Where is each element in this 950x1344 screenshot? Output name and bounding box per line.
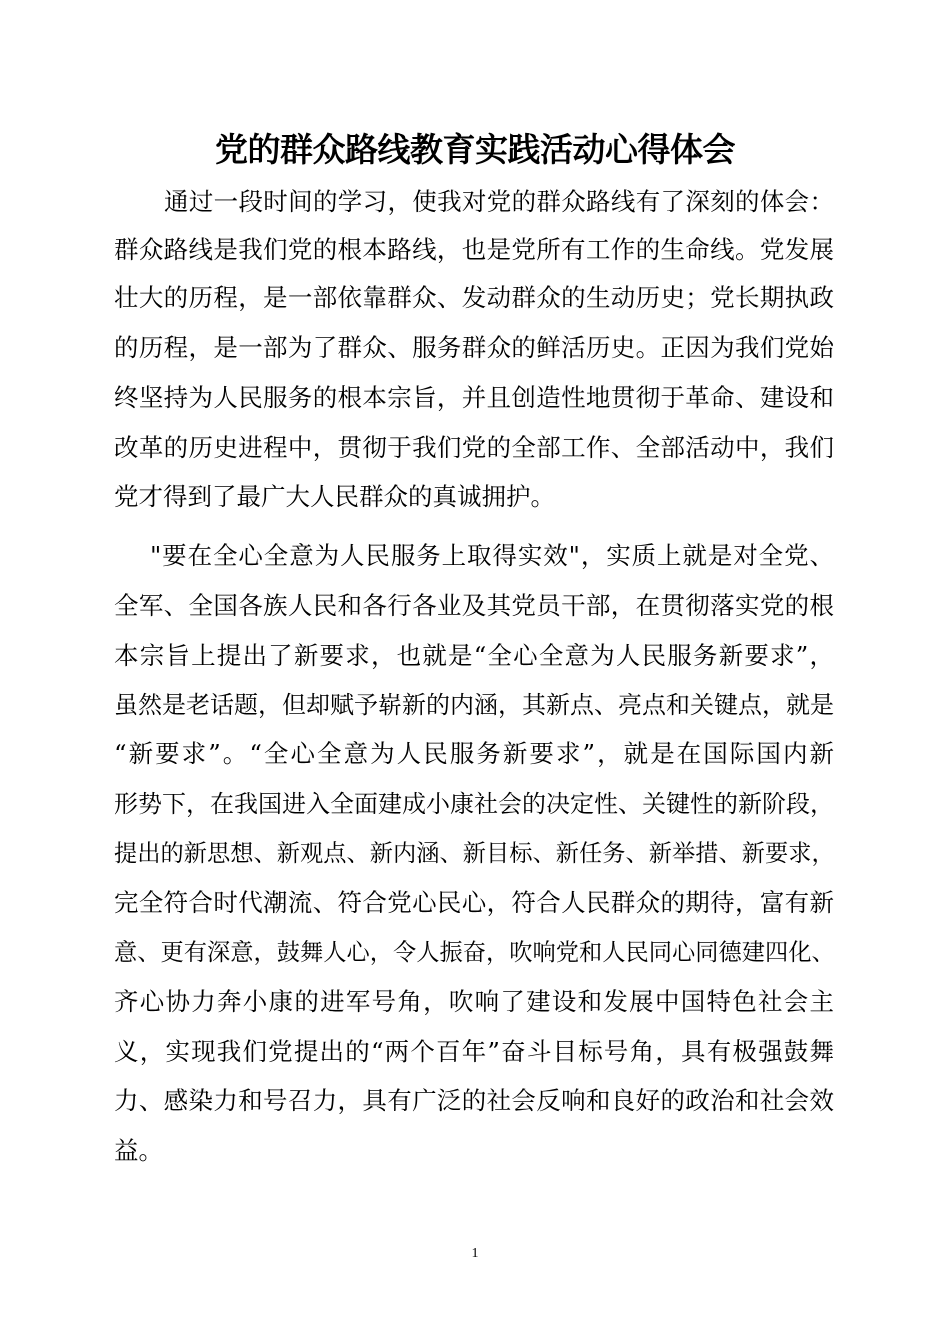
- paragraph-line: 形势下，在我国进入全面建成小康社会的决定性、关键性的新阶段，: [114, 790, 834, 818]
- paragraph-line: 义，实现我们党提出的“两个百年”奋斗目标号角，具有极强鼓舞: [114, 1037, 834, 1066]
- paragraph-line: 党才得到了最广大人民群众的真诚拥护。: [114, 482, 555, 511]
- paragraph-line: 通过一段时间的学习，使我对党的群众路线有了深刻的体会：: [164, 187, 834, 216]
- paragraph-line: “新要求”。“全心全意为人民服务新要求”，就是在国际国内新: [114, 739, 834, 768]
- paragraph-line: 本宗旨上提出了新要求，也就是“全心全意为人民服务新要求”，: [114, 641, 834, 670]
- paragraph-line: 虽然是老话题，但却赋予崭新的内涵，其新点、亮点和关键点，就是: [114, 691, 834, 719]
- paragraph-line: 终坚持为人民服务的根本宗旨，并且创造性地贯彻于革命、建设和: [114, 383, 834, 412]
- paragraph-line: 提出的新思想、新观点、新内涵、新目标、新任务、新举措、新要求，: [114, 840, 835, 867]
- paragraph-line: 改革的历史进程中，贯彻于我们党的全部工作、全部活动中，我们: [114, 433, 834, 462]
- paragraph-line: 壮大的历程，是一部依靠群众、发动群众的生动历史；党长期执政: [114, 283, 834, 312]
- paragraph-line: 力、感染力和号召力，具有广泛的社会反响和良好的政治和社会效: [114, 1086, 834, 1115]
- paragraph-line: 全军、全国各族人民和各行各业及其党员干部，在贯彻落实党的根: [114, 591, 834, 620]
- paragraph-line: 完全符合时代潮流、符合党心民心，符合人民群众的期待，富有新: [114, 888, 834, 917]
- paragraph-line: 的历程，是一部为了群众、服务群众的鲜活历史。正因为我们党始: [114, 333, 834, 362]
- paragraph-line: 意、更有深意，鼓舞人心，令人振奋，吹响党和人民同心同德建四化、: [114, 939, 835, 966]
- paragraph-line: 齐心协力奔小康的进军号角，吹响了建设和发展中国特色社会主: [114, 987, 834, 1016]
- page-number: 1: [471, 1246, 479, 1261]
- paragraph-line: "要在全心全意为人民服务上取得实效"，实质上就是对全党、: [150, 541, 834, 570]
- paragraph-line: 群众路线是我们党的根本路线，也是党所有工作的生命线。党发展: [114, 235, 834, 264]
- document-title: 党的群众路线教育实践活动心得体会: [215, 130, 735, 169]
- paragraph-line: 益。: [114, 1136, 163, 1165]
